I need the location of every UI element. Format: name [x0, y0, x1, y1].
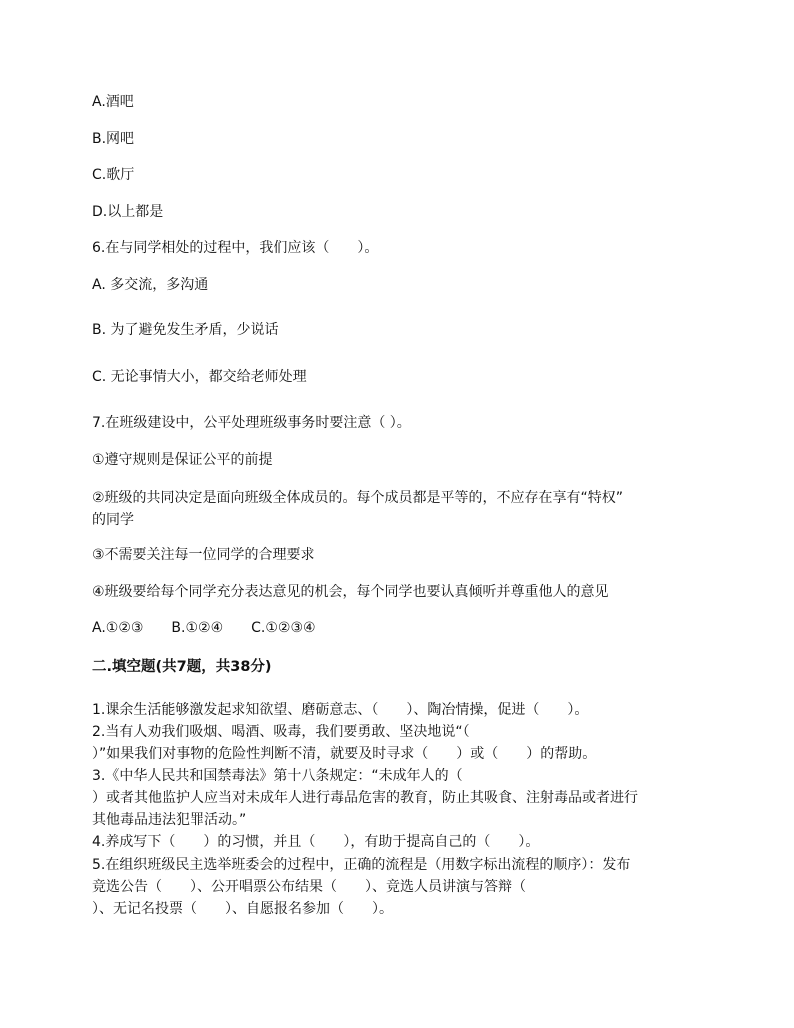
statement-7-3: ③不需要关注每一位同学的合理要求 [92, 547, 315, 563]
option-6b: B. 为了避免发生矛盾，少说话 [92, 322, 279, 338]
fill-2-cont: ）”如果我们对事物的危险性判断不清，就要及时寻求（ ）或（ ）的帮助。 [92, 746, 597, 762]
option-5c: C.歌厅 [92, 167, 135, 183]
section-heading: 二.填空题(共7题，共38分) [92, 659, 272, 675]
option-5d: D.以上都是 [92, 204, 164, 220]
question-6: 6.在与同学相处的过程中，我们应该（ ）。 [92, 240, 379, 256]
fill-5: 5.在组织班级民主选举班委会的过程中，正确的流程是（用数字标出流程的顺序）：发布 [92, 857, 631, 873]
fill-1: 1.课余生活能够激发起求知欲望、磨砺意志、（ ）、陶冶情操，促进（ ）。 [92, 702, 589, 718]
option-5a: A.酒吧 [92, 94, 134, 110]
fill-2: 2.当有人劝我们吸烟、喝酒、吸毒，我们要勇敢、坚决地说“（ [92, 724, 470, 740]
statement-7-4: ④班级要给每个同学充分表达意见的机会，每个同学也要认真倾听并尊重他人的意见 [92, 584, 609, 600]
fill-5-cont: 竞选公告（ ）、公开唱票公布结果（ ）、竞选人员讲演与答辩（ [92, 879, 526, 895]
question-7: 7.在班级建设中，公平处理班级事务时要注意（ ）。 [92, 415, 411, 431]
fill-3: 3.《中华人民共和国禁毒法》第十八条规定：“未成年人的（ [92, 768, 463, 784]
fill-5-cont-2: ）、无记名投票（ ）、自愿报名参加（ ）。 [92, 901, 393, 917]
fill-3-cont-2: 其他毒品违法犯罪活动。” [92, 812, 247, 828]
option-6a: A. 多交流，多沟通 [92, 277, 209, 293]
option-6c: C. 无论事情大小，都交给老师处理 [92, 369, 307, 385]
option-5b: B.网吧 [92, 131, 135, 147]
fill-4: 4.养成写下（ ）的习惯，并且（ ），有助于提高自己的（ ）。 [92, 834, 540, 850]
fill-3-cont: ）或者其他监护人应当对未成年人进行毒品危害的教育，防止其吸食、注射毒品或者进行 [92, 790, 638, 806]
options-7: A.①②③ B.①②④ C.①②③④ [92, 620, 316, 636]
statement-7-2-cont: 的同学 [92, 512, 134, 528]
statement-7-1: ①遵守规则是保证公平的前提 [92, 452, 273, 468]
statement-7-2: ②班级的共同决定是面向班级全体成员的。每个成员都是平等的，不应存在享有“特权” [92, 490, 624, 506]
